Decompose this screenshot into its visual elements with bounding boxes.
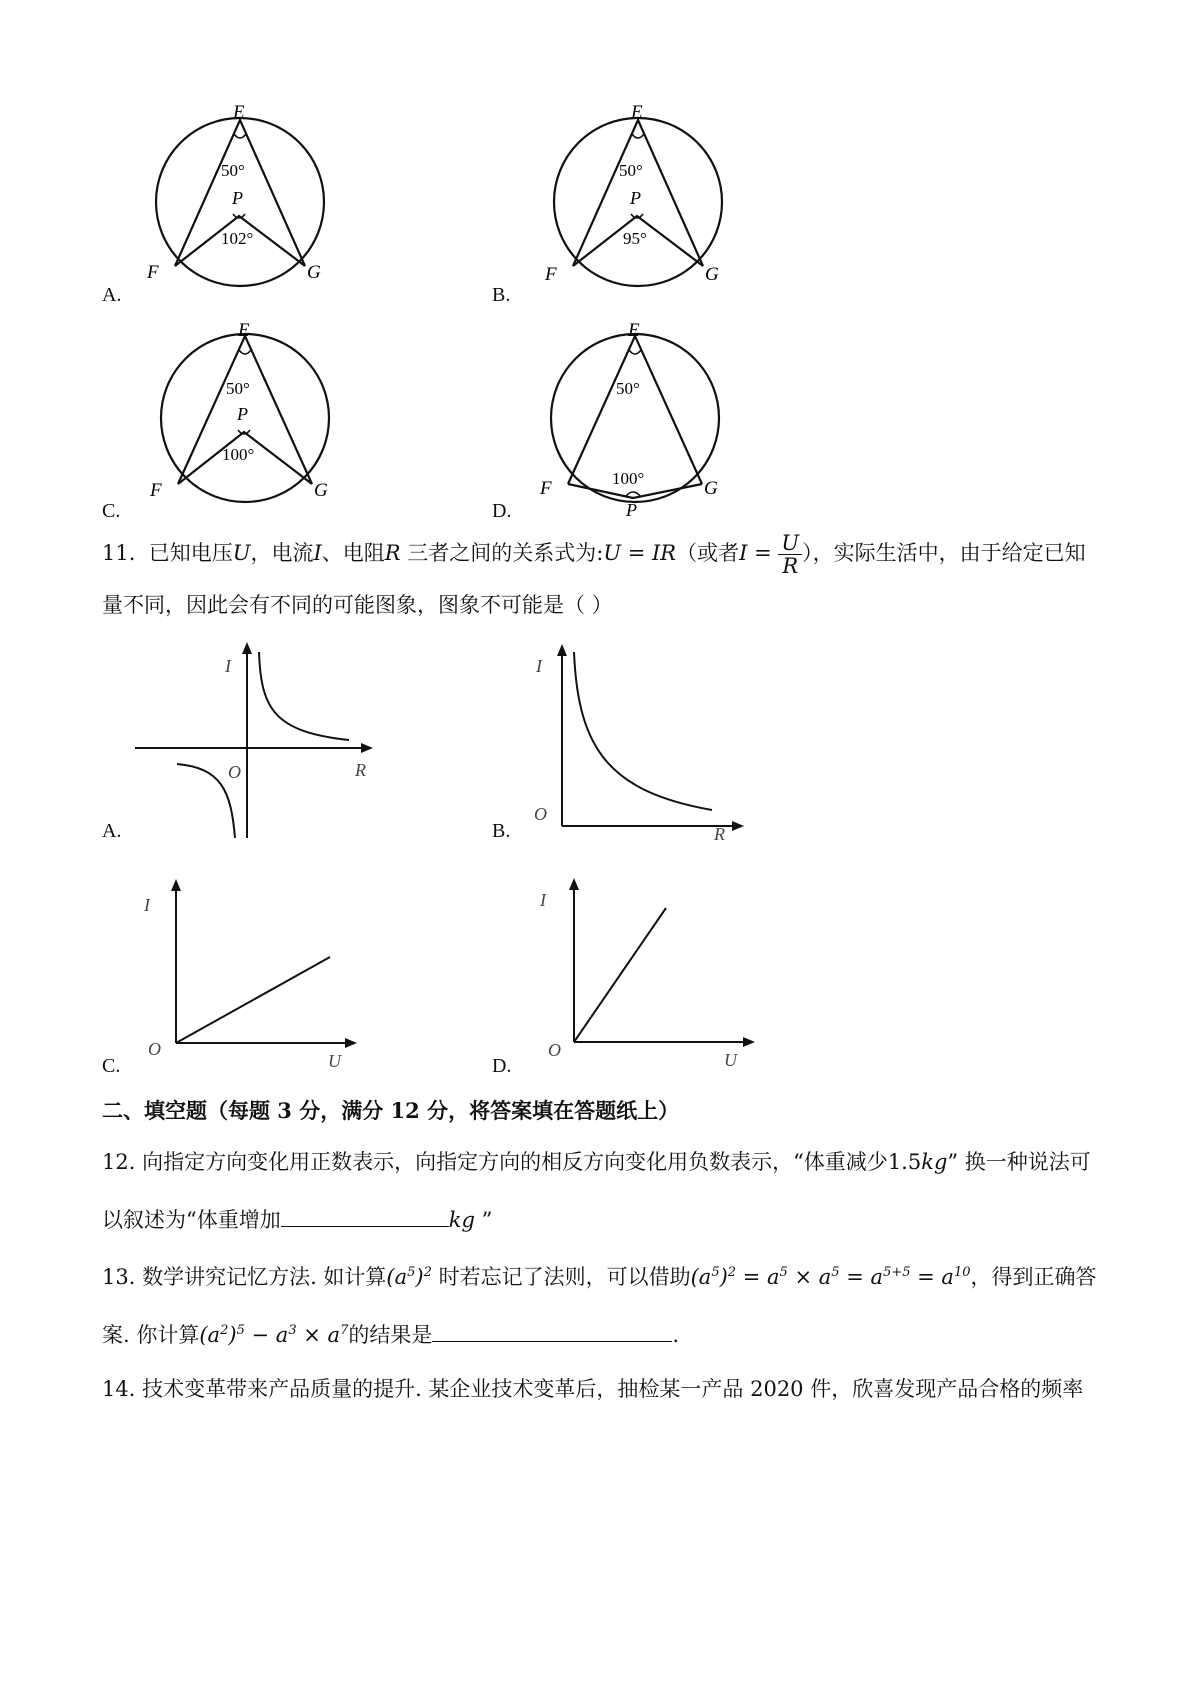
q11-text: 三者之间的关系式为:	[407, 541, 604, 565]
q11-var-r: R	[384, 541, 401, 565]
axis-y-label: I	[225, 656, 231, 676]
axis-x-label: U	[328, 1051, 341, 1071]
fraction-denominator: R	[782, 554, 799, 578]
axis-y-label: I	[540, 890, 546, 910]
q11-text: （或者	[676, 541, 740, 565]
q12-unit: kg	[921, 1150, 948, 1174]
q12-text: 12. 向指定方向变化用正数表示，向指定方向的相反方向变化用负数表示，“体重减少	[102, 1150, 888, 1174]
q13-text: 案. 你计算	[102, 1323, 200, 1347]
q13-expression: $(a^2)^5 - a^3 \times a^7$	[199, 1323, 349, 1347]
axis-y-label: I	[536, 656, 542, 676]
origin-label: O	[534, 804, 547, 824]
point-f-label: F	[147, 262, 159, 283]
q11-option-c-label: C.	[102, 1055, 121, 1077]
q13-text: .	[672, 1323, 680, 1347]
q11-graph-c	[140, 875, 370, 1075]
q11-line-2: 量不同，因此会有不同的可能图象，图象不可能是（ ）	[102, 593, 613, 617]
q11-text: 、电阻	[321, 541, 385, 565]
point-p-label: P	[232, 188, 243, 208]
q11-formula: I =	[739, 541, 772, 565]
q13-text: ，得到正确答	[970, 1265, 1097, 1289]
q10-option-c-label: C.	[102, 500, 121, 522]
axis-y-label: I	[144, 895, 150, 915]
point-g-label: G	[314, 480, 328, 501]
q13-line-2	[102, 1320, 679, 1350]
q11-option-a-label: A.	[102, 820, 122, 842]
q11-fraction	[778, 532, 802, 577]
q13-line-1	[102, 1262, 1097, 1292]
angle-top-label: 50°	[619, 161, 643, 180]
q10-figure-a	[135, 98, 345, 298]
origin-label: O	[228, 762, 241, 782]
q12-text: ”	[481, 1208, 493, 1232]
axis-x-label: U	[724, 1050, 737, 1070]
q11-number: 11.	[102, 541, 136, 565]
angle-bottom-label: 100°	[612, 469, 645, 488]
point-f-label: F	[540, 478, 552, 499]
q11-var-u: U	[232, 541, 251, 565]
q12-line-1	[102, 1147, 1091, 1177]
point-e-label: E	[628, 320, 640, 341]
angle-top-label: 50°	[226, 379, 250, 398]
angle-top-label: 50°	[616, 379, 640, 398]
q11-formula: U = IR	[603, 541, 677, 565]
point-e-label: E	[631, 102, 643, 123]
q10-figure-b	[533, 98, 743, 298]
q11-text: ），实际生活中，由于给定已知	[802, 541, 1086, 565]
q11-var-i: I	[313, 541, 322, 565]
origin-label: O	[148, 1039, 161, 1059]
origin-label: O	[548, 1040, 561, 1060]
point-p-label: P	[630, 188, 641, 208]
q10-option-d-label: D.	[492, 500, 512, 522]
point-f-label: F	[545, 264, 557, 285]
axis-x-label: R	[714, 824, 725, 840]
q13-answer-blank[interactable]	[432, 1323, 672, 1342]
point-g-label: G	[307, 262, 321, 283]
point-e-label: E	[233, 102, 245, 123]
point-p-label: P	[626, 500, 637, 520]
q11-graph-d	[540, 870, 770, 1075]
point-g-label: G	[704, 478, 718, 499]
q13-text: 的结果是	[348, 1323, 433, 1347]
q12-line-2	[102, 1205, 492, 1235]
q11-text: ，电流	[250, 541, 314, 565]
axis-x-label: R	[355, 760, 366, 780]
q10-option-b-label: B.	[492, 284, 511, 306]
angle-bottom-label: 102°	[221, 229, 254, 248]
q13-text: 13. 数学讲究记忆方法. 如计算	[102, 1265, 387, 1289]
q12-text: 以叙述为“体重增加	[102, 1208, 281, 1232]
fraction-numerator: U	[778, 532, 802, 555]
point-e-label: E	[238, 320, 250, 341]
q12-value: 1.5	[887, 1150, 922, 1174]
q13-expression: $(a^5)^2$	[386, 1265, 432, 1289]
q13-text: 时若忘记了法则，可以借助	[438, 1265, 691, 1289]
q11-graph-a	[125, 640, 385, 840]
angle-bottom-label: 95°	[623, 229, 647, 248]
q11-option-d-label: D.	[492, 1055, 512, 1077]
q12-unit: kg	[448, 1208, 475, 1232]
angle-bottom-label: 100°	[222, 445, 255, 464]
q11-text: 已知电压	[148, 541, 233, 565]
q11-graph-b	[520, 640, 760, 840]
q12-text: ” 换一种说法可	[947, 1150, 1091, 1174]
q11-option-b-label: B.	[492, 820, 511, 842]
angle-top-label: 50°	[221, 161, 245, 180]
section-title-fill-in: 二、填空题（每题 3 分，满分 12 分，将答案填在答题纸上）	[102, 1098, 680, 1123]
point-g-label: G	[705, 264, 719, 285]
q13-expression: $(a^5)^2 = a^5 \times a^5 = a^{5+5} = a^{10}$	[690, 1265, 971, 1289]
q10-option-a-label: A.	[102, 284, 122, 306]
q10-figure-c	[140, 318, 350, 518]
point-f-label: F	[150, 480, 162, 501]
q10-figure-d	[530, 318, 740, 523]
q11-line-1	[102, 528, 1086, 578]
q14-line-1: 14. 技术变革带来产品质量的提升. 某企业技术变革后，抽检某一产品 2020 件，欣喜发现产品合格的频率	[102, 1377, 1084, 1401]
q12-answer-blank[interactable]	[281, 1208, 449, 1227]
point-p-label: P	[237, 404, 248, 424]
